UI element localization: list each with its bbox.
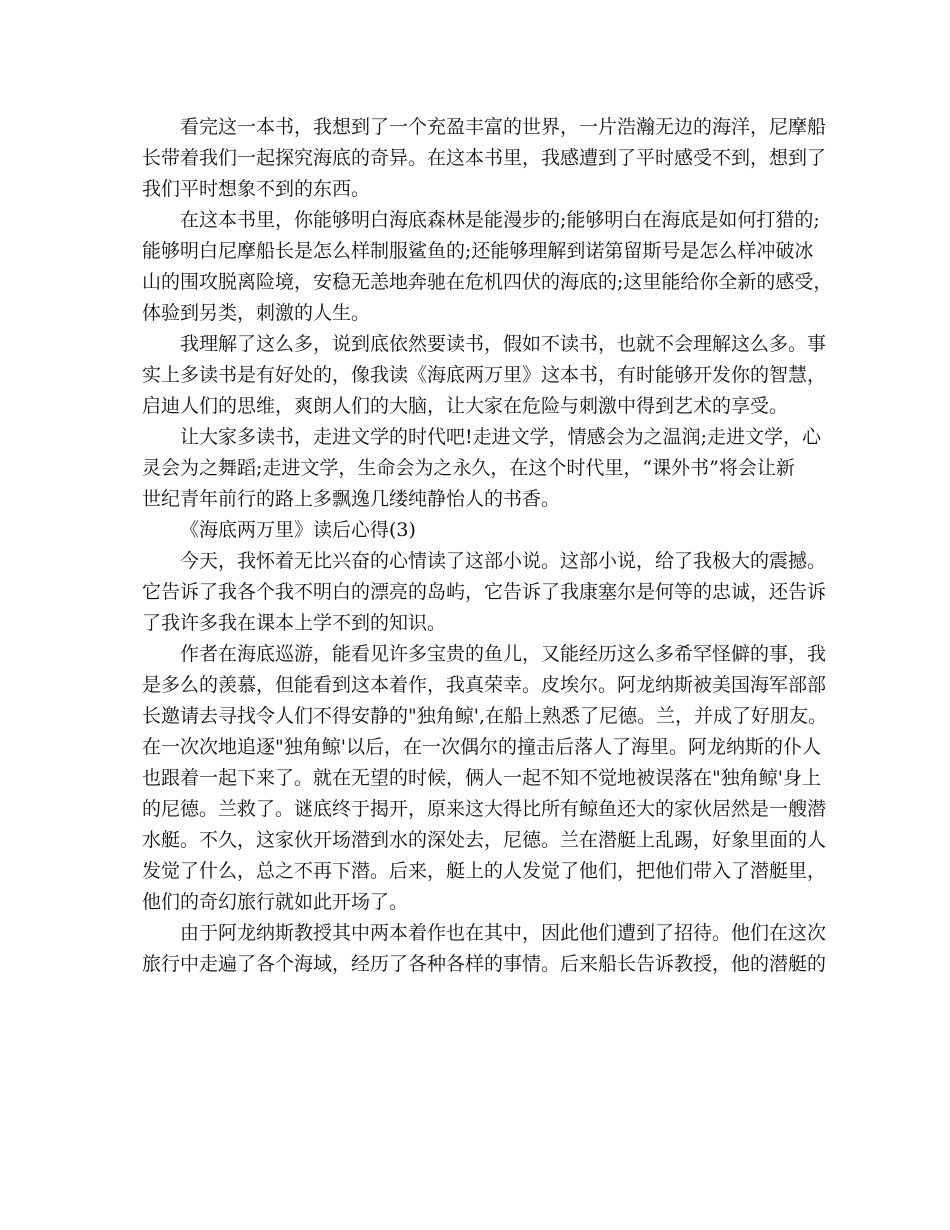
text-line: 在这本书里，你能够明白海底森林是能漫步的;能够明白在海底是如何打猎的; xyxy=(180,209,820,231)
text-line: 山的围攻脱离险境，安稳无恙地奔驰在危机四伏的海底的;这里能给你全新的感受， xyxy=(142,271,833,293)
text-line: 体验到另类，刺激的人生。 xyxy=(142,302,371,324)
text-line: 长邀请去寻找令人们不得安静的"独角鲸',在船上熟悉了尼德。兰，并成了好朋友。 xyxy=(142,705,828,727)
text-line: 他们的奇幻旅行就如此开场了。 xyxy=(142,891,409,913)
text-line: 启迪人们的思维，爽朗人们的大脑，让大家在危险与刺激中得到艺术的享受。 xyxy=(142,395,789,417)
text-line: 了我许多我在课本上学不到的知识。 xyxy=(142,612,447,634)
text-line: 我理解了这么多，说到底依然要读书，假如不读书，也就不会理解这么多。事 xyxy=(180,333,827,355)
text-line: 它告诉了我各个我不明白的漂亮的岛屿，它告诉了我康塞尔是何等的忠诚，还告诉 xyxy=(142,581,827,603)
text-line: 长带着我们一起探究海底的奇异。在这本书里，我感遭到了平时感受不到，想到了 xyxy=(142,147,827,169)
text-line: 发觉了什么，总之不再下潜。后来，艇上的人发觉了他们，把他们带入了潜艇里， xyxy=(142,860,827,882)
text-line: 水艇。不久，这家伙开场潜到水的深处去，尼德。兰在潜艇上乱踢，好象里面的人 xyxy=(142,829,827,851)
text-line: 实上多读书是有好处的，像我读《海底两万里》这本书，有时能够开发你的智慧， xyxy=(142,364,827,386)
text-line: 在一次次地追逐"独角鲸'以后，在一次偶尔的撞击后落人了海里。阿龙纳斯的仆人 xyxy=(142,736,821,758)
text-line: 由于阿龙纳斯教授其中两本着作也在其中，因此他们遭到了招待。他们在这次 xyxy=(180,922,827,944)
text-line: 让大家多读书，走进文学的时代吧!走进文学，情感会为之温润;走进文学，心 xyxy=(180,426,822,448)
text-line: 我们平时想象不到的东西。 xyxy=(142,178,371,200)
text-line: 作者在海底巡游，能看见许多宝贵的鱼儿，又能经历这么多希罕怪僻的事，我 xyxy=(180,643,827,665)
document-body xyxy=(142,112,833,980)
text-line: 旅行中走遍了各个海域，经历了各种各样的事情。后来船长告诉教授，他的潜艇的 xyxy=(142,953,827,975)
text-line: 能够明白尼摩船长是怎么样制服鲨鱼的;还能够理解到诺第留斯号是怎么样冲破冰 xyxy=(142,240,814,262)
text-line: 《海底两万里》读后心得(3) xyxy=(180,519,416,541)
text-line: 也跟着一起下来了。就在无望的时候，俩人一起不知不觉地被误落在"独角鲸'身上 xyxy=(142,767,821,789)
text-line: 是多么的羡慕，但能看到这本着作，我真荣幸。皮埃尔。阿龙纳斯被美国海军部部 xyxy=(142,674,827,696)
text-line: 的尼德。兰救了。谜底终于揭开，原来这大得比所有鲸鱼还大的家伙居然是一艘潜 xyxy=(142,798,827,820)
text-line: 看完这一本书，我想到了一个充盈丰富的世界，一片浩瀚无边的海洋，尼摩船 xyxy=(180,116,827,138)
text-line: 世纪青年前行的路上多飘逸几缕纯静怡人的书香。 xyxy=(142,488,561,510)
text-line: 灵会为之舞蹈;走进文学，生命会为之永久，在这个时代里，“课外书”将会让新 xyxy=(142,457,795,479)
text-line: 今天，我怀着无比兴奋的心情读了这部小说。这部小说，给了我极大的震撼。 xyxy=(180,550,827,572)
